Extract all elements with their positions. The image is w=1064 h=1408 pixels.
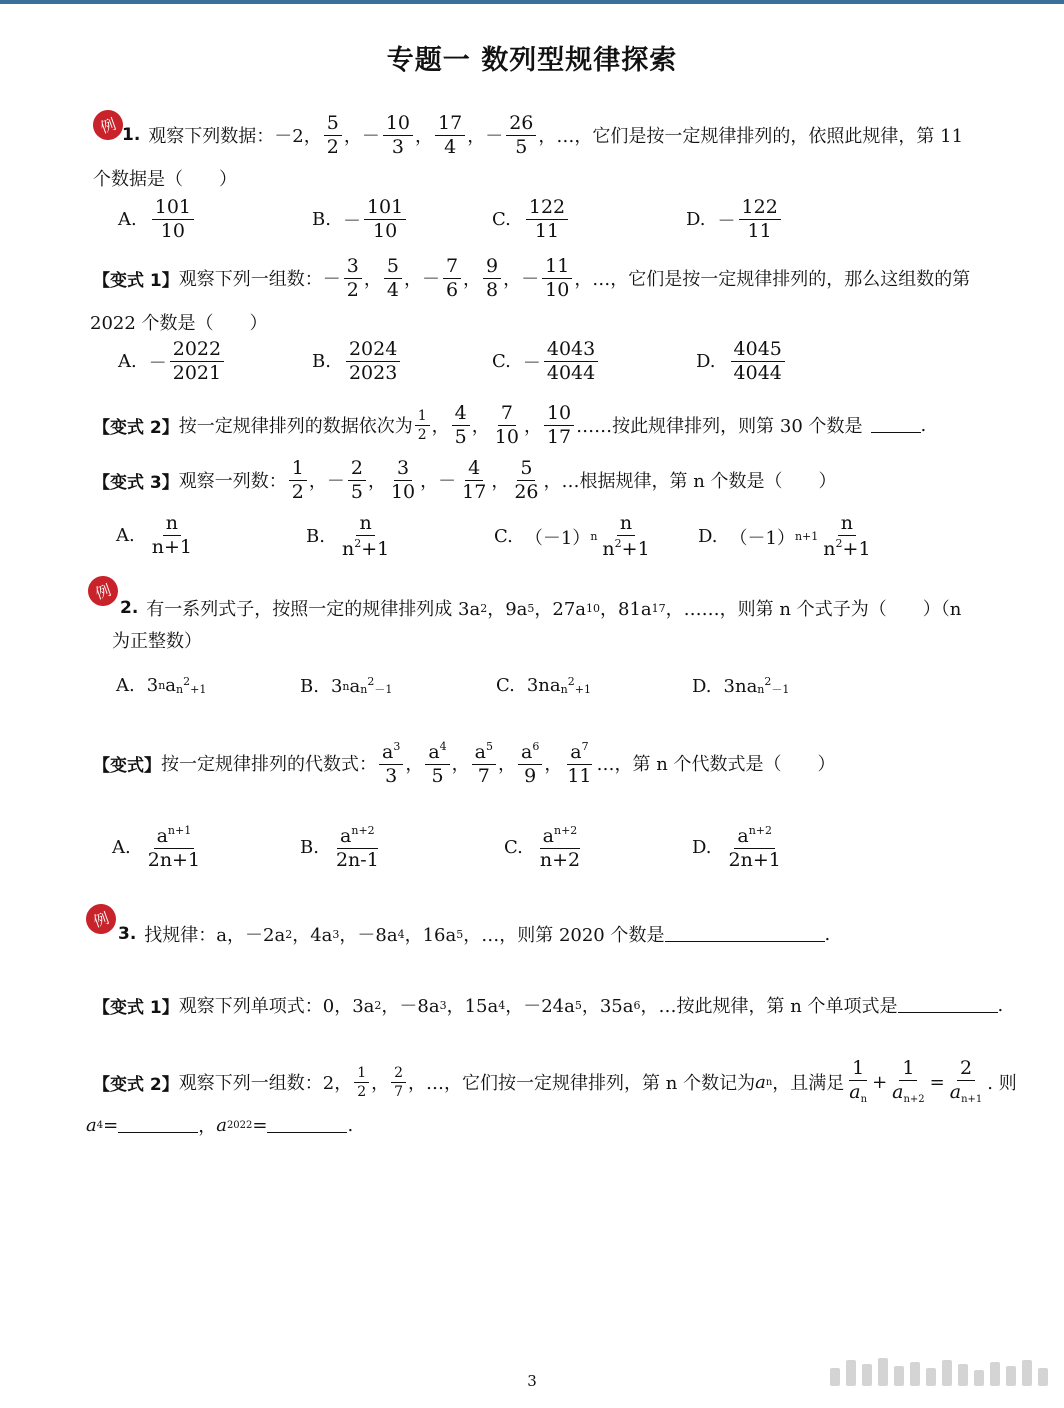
v1-1-line2: 2022 个数是（ ） (90, 313, 268, 334)
top-rule (0, 0, 1064, 4)
v1-1-frac-2: $\frac{5}{4}$ (384, 257, 402, 300)
q1-line1: 1. 观察下列数据： －2， $\frac{5}{2}$ ， － $\frac{10}{3}$ ， $\frac{17}{4}$ ， － $\frac{26}{5}$ ，…，它们是按一定规律排列的，依照此规律，第 11 (122, 111, 964, 158)
v3-2-line1: 【变式 2】 观察下列一组数：2， $\frac{1}{2}$ ， $\frac{2}{7}$ ，…，它们按一定规律排列，第 n 个数记为 a n ，且满足 $\frac{1}{a_n}$ + $\frac{1}{a_{n+2}}$ = $\frac{2}{a_{n+1}}$ . 则 (93, 1057, 1017, 1105)
q1-frac-2: $\frac{10}{3}$ (383, 114, 413, 157)
q3-suffix: ，…，则第 2020 个数是 (463, 925, 665, 946)
v3-1-suffix: ，…按此规律，第 n 个单项式是 (640, 996, 898, 1017)
v1-2-line: 【变式 2】 按一定规律排列的数据依次为 $\frac{1}{2}$ ， $\frac{4}{5}$ ， $\frac{7}{10}$ ， $\frac{10}{17}$ ……按此规律排列，则第 30 个数是 . (93, 401, 927, 448)
v1-1-tag: 【变式 1】 (93, 270, 179, 291)
v1-3-frac-1: $\frac{1}{2}$ (289, 459, 307, 502)
v1-1-line1: 【变式 1】 观察下列一组数： － $\frac{3}{2}$ ， $\frac{5}{4}$ ， － $\frac{7}{6}$ ， $\frac{9}{8}$ ， － $\frac{11}{10}$ ，…，它们是按一定规律排列的，那么这组数的第 (93, 254, 971, 301)
q1-option-b: B. － $\frac{101}{10}$ (312, 198, 408, 241)
q1-option-a: A. $\frac{101}{10}$ (118, 198, 196, 241)
q2-option-c: C. 3n a $n^2+1$ (496, 675, 591, 696)
v1-2-frac-2: $\frac{4}{5}$ (452, 404, 470, 447)
example-badge-3: 例 (82, 900, 120, 938)
v2-option-a: A. $\frac{a^{n+1}}{2n+1}$ (112, 824, 201, 871)
v1-1-option-c: C. － $\frac{4043}{4044}$ (492, 340, 600, 383)
v1-3-frac-3: $\frac{3}{10}$ (390, 456, 416, 503)
v3-2-answer-blank-a2022[interactable] (267, 1118, 347, 1133)
v2-tag: 【变式】 (93, 755, 161, 776)
v1-2-prefix: 按一定规律排列的数据依次为 (178, 416, 413, 437)
example-badge-2: 例 (84, 572, 122, 610)
v3-1-answer-blank[interactable] (898, 998, 998, 1013)
q2-option-a: A. 3 n a $n^2+1$ (116, 675, 207, 696)
v1-1-option-a: A. － $\frac{2022}{2021}$ (118, 340, 226, 383)
v1-3-frac-2: $\frac{2}{5}$ (348, 459, 366, 502)
v1-2-answer-blank[interactable] (871, 418, 921, 433)
q3-answer-blank[interactable] (665, 927, 825, 942)
page-title: 专题一 数列型规律探索 (386, 45, 678, 76)
q1-frac-3: $\frac{17}{4}$ (435, 114, 465, 157)
v1-3-line: 【变式 3】 观察一列数： $\frac{1}{2}$ ， － $\frac{2}{5}$ ， $\frac{3}{10}$ ， － $\frac{4}{17}$ ， $\frac{5}{26}$ ，…根据规律，第 n 个数是（ ） (93, 456, 837, 503)
v2-option-d: D. $\frac{a^{n+2}}{2n+1}$ (692, 824, 781, 871)
q1-number: 1. (122, 125, 141, 145)
v3-2-frac-2: $\frac{2}{7}$ (391, 1066, 406, 1099)
q3-line: 3. 找规律：a，－2a 2 ，4a 3 ，－8a 4 ，16a 5 ，…，则第 2020 个数是 . (118, 921, 830, 947)
q1-suffix: ，…，它们是按一定规律排列的，依照此规律，第 11 (538, 126, 964, 147)
v2-frac-5: $\frac{a^7}{11}$ (567, 739, 592, 787)
q1-option-d: D. － $\frac{122}{11}$ (686, 198, 783, 241)
v1-3-option-c: C. （－1） n $\frac{n}{n^2+1}$ (494, 512, 650, 560)
v1-3-option-b: B. $\frac{n}{n^2+1}$ (306, 512, 390, 560)
q1-term0: －2， (274, 126, 322, 147)
q3-prefix: 找规律：a，－2a (144, 925, 286, 946)
v1-1-frac-4: $\frac{9}{8}$ (483, 257, 501, 300)
v1-2-suffix: ……按此规律排列，则第 30 个数是 (576, 416, 863, 437)
v2-prefix: 按一定规律排列的代数式： (161, 754, 377, 775)
watermark-bars (830, 1358, 1048, 1386)
v3-2-eq-frac-3: $\frac{2}{a_{n+1}}$ (949, 1057, 983, 1105)
q2-line2: 为正整数） (112, 631, 202, 652)
v1-3-tag: 【变式 3】 (93, 472, 179, 493)
example-badge-1: 例 (89, 106, 127, 144)
q1-option-c: C. $\frac{122}{11}$ (492, 198, 570, 241)
v1-2-tag: 【变式 2】 (93, 417, 179, 438)
v2-frac-3: $\frac{a^5}{7}$ (472, 741, 496, 786)
v3-1-line: 【变式 1】 观察下列单项式：0，3a 2 ，－8a 3 ，15a 4 ，－24a 5 ，35a 6 ，…按此规律，第 n 个单项式是 . (93, 992, 1003, 1018)
v1-1-suffix: ，…，它们是按一定规律排列的，那么这组数的第 (574, 269, 971, 290)
v3-2-tag: 【变式 2】 (93, 1074, 179, 1095)
q1-frac-1: $\frac{5}{2}$ (324, 114, 342, 157)
v1-1-option-b: B. $\frac{2024}{2023}$ (312, 340, 402, 383)
v1-2-frac-1: $\frac{1}{2}$ (415, 409, 430, 442)
v2-frac-1: $\frac{a^3}{3}$ (379, 741, 403, 786)
v3-2-prefix: 观察下列一组数：2， (178, 1073, 353, 1094)
v3-1-prefix: 观察下列单项式：0，3a (178, 996, 375, 1017)
v1-3-prefix: 观察一列数： (178, 471, 287, 492)
q1-frac-4: $\frac{26}{5}$ (506, 114, 536, 157)
v1-2-frac-4: $\frac{10}{17}$ (544, 404, 574, 447)
page-number: 3 (527, 1372, 537, 1390)
v2-line: 【变式】 按一定规律排列的代数式： $\frac{a^3}{3}$ ， $\frac{a^4}{5}$ ， $\frac{a^5}{7}$ ， $\frac{a^6}{9}$ ， $\frac{a^7}{11}$ …，第 n 个代数式是（ ） (93, 739, 836, 787)
v3-2-answer-blank-a4[interactable] (118, 1118, 198, 1133)
v2-option-b: B. $\frac{a^{n+2}}{2n-1}$ (300, 824, 379, 871)
v1-3-option-a: A. $\frac{n}{n+1}$ (116, 512, 192, 558)
q2-option-b: B. 3 n a $n^2-1$ (300, 675, 393, 697)
v3-1-tag: 【变式 1】 (93, 997, 179, 1018)
v1-1-option-d: D. $\frac{4045}{4044}$ (696, 340, 787, 383)
q2-line1: 2. 有一系列式子，按照一定的规律排列成 3a 2 ，9a 5 ，27a 10 ，81a 17 ，……，则第 n 个式子为（ ）（n (120, 595, 961, 621)
v3-2-line2: a 4 = ， a 2022 = . (86, 1114, 354, 1137)
v3-2-eq-frac-2: $\frac{1}{a_{n+2}}$ (892, 1057, 925, 1105)
v2-frac-2: $\frac{a^4}{5}$ (425, 741, 449, 786)
v1-3-option-d: D. （－1） n+1 $\frac{n}{n^2+1}$ (698, 512, 871, 560)
v1-3-frac-4: $\frac{4}{17}$ (462, 456, 487, 503)
q2-option-d: D. 3n a $n^2-1$ (692, 675, 790, 697)
v2-option-c: C. $\frac{a^{n+2}}{n+2}$ (504, 824, 581, 871)
v3-2-frac-1: $\frac{1}{2}$ (354, 1066, 369, 1099)
v1-1-frac-1: $\frac{3}{2}$ (344, 257, 362, 300)
q1-prefix: 观察下列数据： (148, 126, 275, 147)
q2-prefix: 有一系列式子，按照一定的规律排列成 3a (146, 599, 481, 620)
v1-3-frac-5: $\frac{5}{26}$ (514, 456, 539, 503)
v1-1-prefix: 观察下列一组数： (178, 269, 323, 290)
v3-2-eq-frac-1: $\frac{1}{a_n}$ (849, 1057, 868, 1105)
v1-3-suffix: ，…根据规律，第 n 个数是（ ） (543, 471, 837, 492)
q3-number: 3. (118, 924, 137, 944)
v1-1-frac-3: $\frac{7}{6}$ (443, 257, 461, 300)
v1-1-frac-5: $\frac{11}{10}$ (542, 257, 572, 300)
q1-line2: 个数据是（ ） (93, 169, 237, 190)
q2-number: 2. (120, 598, 139, 618)
q2-suffix: ，……，则第 n 个式子为（ ）（n (665, 599, 962, 620)
v1-2-frac-3: $\frac{7}{10}$ (494, 401, 519, 448)
v2-frac-4: $\frac{a^6}{9}$ (518, 741, 542, 786)
v2-suffix: …，第 n 个代数式是（ ） (596, 754, 836, 775)
